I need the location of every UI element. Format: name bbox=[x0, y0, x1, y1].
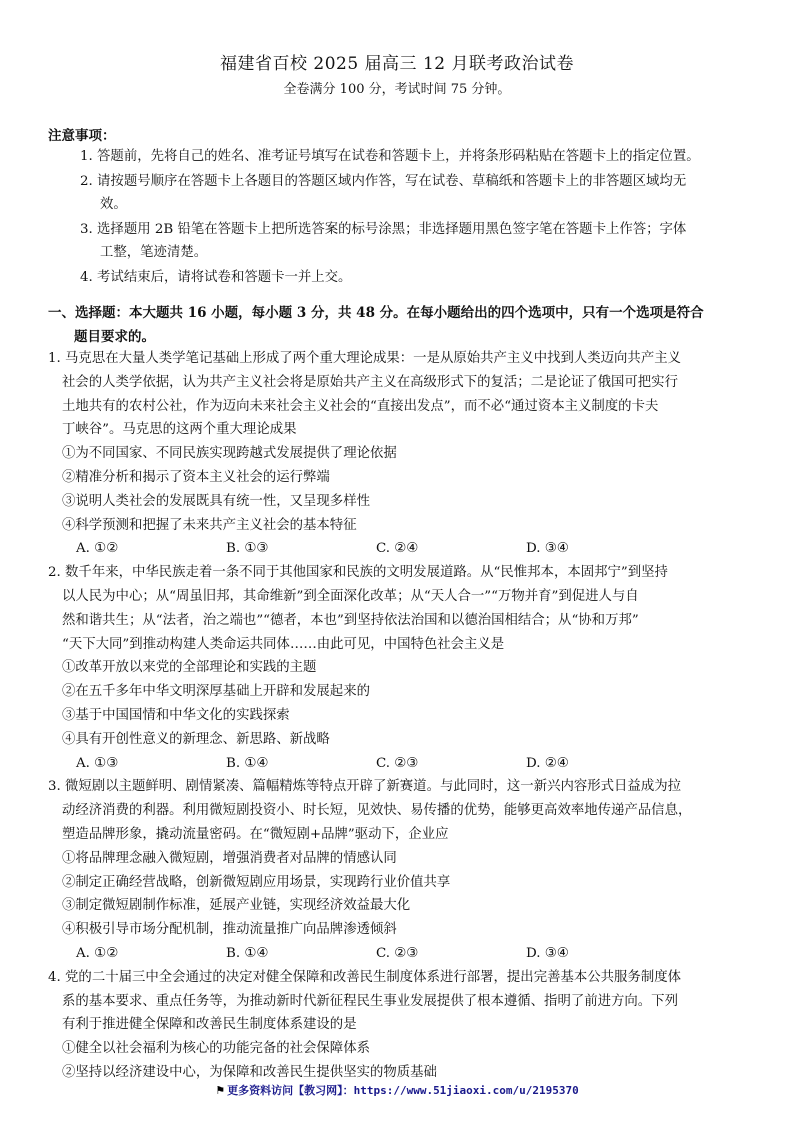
question-stem-line: 3. 微短剧以主题鲜明、剧情紧凑、篇幅精炼等特点开辟了新赛道。与此同时，这一新兴内容形式日益成为拉 bbox=[48, 779, 681, 795]
question-stem-line: 土地共有的农村公社，作为迈向未来社会主义社会的“直接出发点”，而不必“通过资本主义制度的卡夫 bbox=[62, 398, 659, 414]
statement-option: ②坚持以经济建设中心，为保障和改善民生提供坚实的物质基础 bbox=[62, 1064, 437, 1080]
answer-choice: C. ②④ bbox=[376, 541, 419, 557]
answer-choice: B. ①③ bbox=[226, 541, 269, 557]
question-stem-line: 社会的人类学依据，认为共产主义社会将是原始共产主义在高级形式下的复活；二是论证了俄国可把实行 bbox=[62, 374, 678, 390]
notice-item bbox=[80, 145, 750, 169]
answer-choice: B. ①④ bbox=[226, 945, 269, 961]
question-list bbox=[48, 347, 753, 1085]
statement-option: ④具有开创性意义的新理念、新思路、新战略 bbox=[62, 731, 330, 747]
section-heading bbox=[48, 302, 753, 349]
answer-choice: C. ②③ bbox=[376, 755, 419, 771]
notice-item-text: 2. 请按题号顺序在答题卡上各题目的答题区域内作答，写在试卷、草稿纸和答题卡上的非答题区域均无 bbox=[80, 173, 687, 189]
answer-choice: A. ①② bbox=[76, 541, 119, 557]
answer-choice: D. ③④ bbox=[526, 945, 569, 961]
question-stem-line: “天下大同”到推动构建人类命运共同体……由此可见，中国特色社会主义是 bbox=[62, 636, 505, 652]
question-stem-line: 有利于推进健全保障和改善民生制度体系建设的是 bbox=[62, 1017, 357, 1033]
statement-option: ③说明人类社会的发展既具有统一性，又呈现多样性 bbox=[62, 493, 370, 509]
statement-option: ①健全以社会福利为核心的功能完备的社会保障体系 bbox=[62, 1041, 370, 1057]
question bbox=[48, 561, 753, 775]
answer-choice: C. ②③ bbox=[376, 945, 419, 961]
notice-item bbox=[80, 170, 750, 217]
statement-option: ④积极引导市场分配机制，推动流量推广向品牌渗透倾斜 bbox=[62, 922, 397, 938]
question-stem-line: 动经济消费的利器。利用微短剧投资小、时长短，见效快、易传播的优势，能够更高效率地传递产品信息， bbox=[62, 803, 692, 819]
answer-choice: D. ③④ bbox=[526, 541, 569, 557]
answer-choices bbox=[48, 537, 753, 561]
question-stem bbox=[48, 966, 753, 1037]
statement-option: ③制定微短剧制作标准，延展产业链，实现经济效益最大化 bbox=[62, 898, 411, 914]
notice-item-continuation: 工整，笔迹清楚。 bbox=[100, 245, 208, 260]
section-heading-line2: 题目要求的。 bbox=[74, 328, 155, 345]
question-stem-line: 塑造品牌形象，撬动流量密码。在“微短剧+品牌”驱动下，企业应 bbox=[62, 826, 449, 842]
notice-item-text: 3. 选择题用 2B 铅笔在答题卡上把所选答案的标号涂黑；非选择题用黑色签字笔在答题卡上作答；字体 bbox=[80, 221, 687, 237]
exam-title: 福建省百校 2025 届高三 12 月联考政治试卷 bbox=[219, 54, 574, 74]
question bbox=[48, 775, 753, 965]
statement-option: ④科学预测和把握了未来共产主义社会的基本特征 bbox=[62, 517, 357, 533]
statement-option: ③基于中国国情和中华文化的实践探索 bbox=[62, 707, 290, 723]
statement-option: ①将品牌理念融入微短剧，增强消费者对品牌的情感认同 bbox=[62, 850, 397, 866]
answer-choices bbox=[48, 752, 753, 776]
statement-option: ①改革开放以来党的全部理论和实践的主题 bbox=[62, 660, 317, 676]
notice-heading: 注意事项： bbox=[48, 128, 116, 144]
question-stem-line: 丁峡谷”。马克思的这两个重大理论成果 bbox=[62, 422, 297, 438]
question-stem-line: 1. 马克思在大量人类学笔记基础上形成了两个重大理论成果：一是从原始共产主义中找到人类迈向共产主义 bbox=[48, 351, 681, 366]
statement-option: ②精准分析和揭示了资本主义社会的运行弊端 bbox=[62, 469, 330, 485]
notice-item bbox=[80, 266, 750, 290]
question-stem-line: 以人民为中心；从“周虽旧邦，其命维新”到全面深化改革；从“天人合一”“万物并育”到促进人与自 bbox=[62, 588, 639, 604]
answer-choice: A. ①③ bbox=[76, 755, 119, 771]
footer-text: 更多资料访问【教习网】：https://www.51jiaoxi.com/u/2195370 bbox=[227, 1084, 579, 1097]
notice-item-text: 4. 考试结束后，请将试卷和答题卡一并上交。 bbox=[80, 269, 352, 285]
statement-option: ②在五千多年中华文明深厚基础上开辟和发展起来的 bbox=[62, 684, 370, 700]
question-stem bbox=[48, 561, 753, 656]
question bbox=[48, 347, 753, 561]
section-heading-line1: 一、选择题：本大题共 16 小题，每小题 3 分，共 48 分。在每小题给出的四个选项中，只有一个选项是符合 bbox=[48, 305, 704, 321]
answer-choices bbox=[48, 942, 753, 966]
question-stem-line: 4. 党的二十届三中全会通过的决定对健全保障和改善民生制度体系进行部署，提出完善基本公共服务制度体 bbox=[48, 969, 681, 985]
question-stem-line: 然和谐共生；从“法者，治之端也”“德者，本也”到坚持依法治国和以德治国相结合；从“协和万邦” bbox=[62, 612, 639, 628]
statement-option: ②制定正确经营战略，创新微短剧应用场景，实现跨行业价值共享 bbox=[62, 874, 451, 890]
notice-item-continuation: 效。 bbox=[100, 197, 127, 212]
answer-choice: B. ①④ bbox=[226, 755, 269, 771]
exam-subtitle: 全卷满分 100 分，考试时间 75 分钟。 bbox=[283, 82, 511, 97]
question-stem-line: 2. 数千年来，中华民族走着一条不同于其他国家和民族的文明发展道路。从“民惟邦本，本固邦宁”到坚持 bbox=[48, 565, 668, 581]
notice-item bbox=[80, 218, 750, 265]
notice-list bbox=[80, 145, 750, 290]
statement-option: ①为不同国家、不同民族实现跨越式发展提供了理论依据 bbox=[62, 446, 397, 462]
notice-item-text: 1. 答题前，先将自己的姓名、准考证号填写在试卷和答题卡上，并将条形码粘贴在答题卡上的指定位置。 bbox=[80, 149, 700, 164]
question-stem bbox=[48, 775, 753, 846]
flag-icon: ⚑ bbox=[215, 1084, 226, 1097]
answer-choice: D. ②④ bbox=[526, 755, 569, 771]
question-stem bbox=[48, 347, 753, 442]
footer-link[interactable] bbox=[0, 1082, 794, 1098]
answer-choice: A. ①② bbox=[76, 945, 119, 961]
question bbox=[48, 966, 753, 1085]
question-stem-line: 系的基本要求、重点任务等，为推动新时代新征程民生事业发展提供了根本遵循、指明了前进方向。下列 bbox=[62, 993, 678, 1009]
